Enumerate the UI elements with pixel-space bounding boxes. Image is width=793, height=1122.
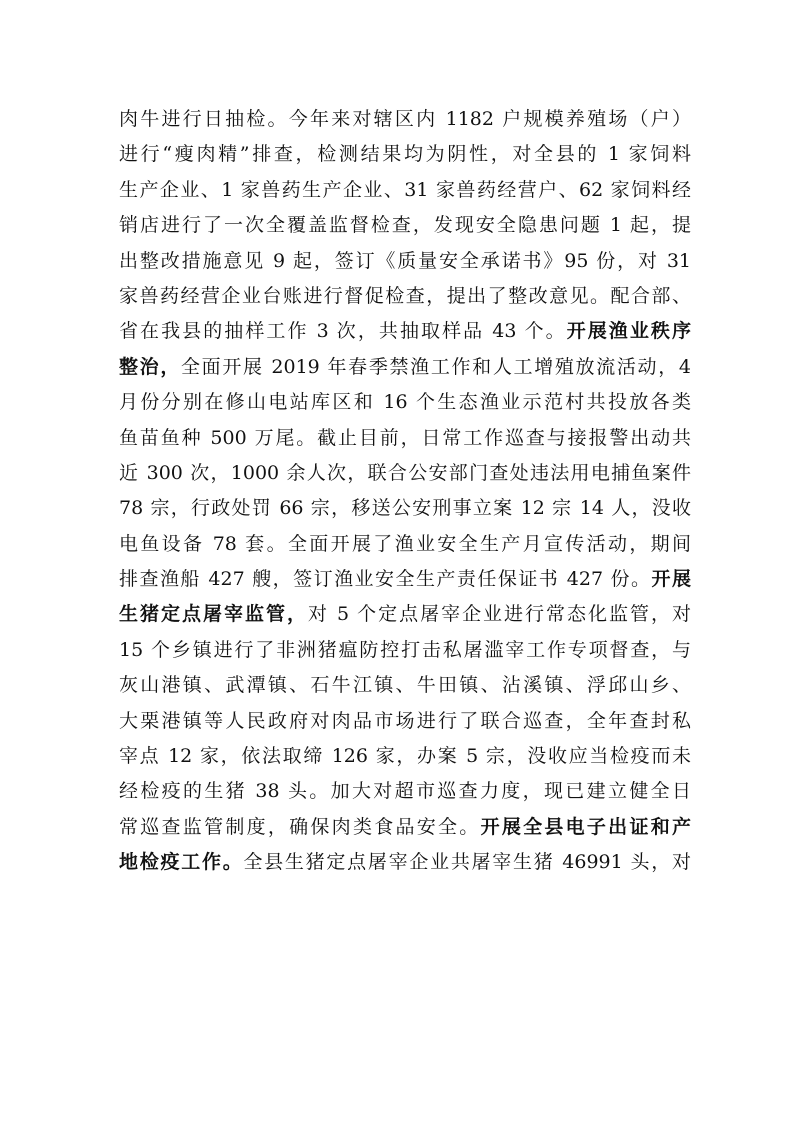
text-line bbox=[119, 597, 691, 632]
text-line bbox=[119, 421, 691, 456]
text-run: 省在我县的抽样工作 3 次，共抽取样品 43 个。 bbox=[119, 320, 567, 343]
text-line bbox=[119, 845, 691, 880]
bold-heading-phrase: 开展渔业秩序 bbox=[566, 320, 691, 343]
text-line bbox=[119, 562, 691, 597]
text-line bbox=[119, 668, 691, 703]
text-run: 常巡查监管制度，确保肉类食品安全。 bbox=[119, 815, 481, 838]
bold-heading-phrase: 地检疫工作。 bbox=[119, 851, 244, 874]
bold-heading-phrase: 整治， bbox=[119, 355, 182, 378]
text-run: 灰山港镇、武潭镇、石牛江镇、牛田镇、沾溪镇、浮邱山乡、 bbox=[119, 674, 691, 697]
text-line bbox=[119, 102, 691, 137]
text-run: 销店进行了一次全覆盖监督检查，发现安全隐患问题 1 起，提 bbox=[119, 214, 691, 237]
text-line bbox=[119, 385, 691, 420]
text-line bbox=[119, 527, 691, 562]
text-run: 出整改措施意见 9 起，签订《质量安全承诺书》95 份，对 31 bbox=[119, 249, 691, 272]
text-line bbox=[119, 208, 691, 243]
body-text bbox=[119, 102, 691, 881]
text-line bbox=[119, 350, 691, 385]
text-line bbox=[119, 704, 691, 739]
text-line bbox=[119, 739, 691, 774]
text-run: 排查渔船 427 艘，签订渔业安全生产责任保证书 427 份。 bbox=[119, 568, 652, 591]
text-run: 进行“瘦肉精”排查，检测结果均为阴性，对全县的 1 家饲料 bbox=[119, 143, 691, 166]
text-run: 生产企业、1 家兽药生产企业、31 家兽药经营户、62 家饲料经 bbox=[119, 178, 691, 201]
bold-heading-phrase: 开展 bbox=[651, 568, 691, 591]
text-run: 15 个乡镇进行了非洲猪瘟防控打击私屠滥宰工作专项督查，与 bbox=[119, 638, 691, 661]
text-run: 宰点 12 家，依法取缔 126 家，办案 5 宗，没收应当检疫而未 bbox=[119, 745, 691, 768]
text-run: 家兽药经营企业台账进行督促检查，提出了整改意见。配合部、 bbox=[119, 284, 691, 307]
text-run: 近 300 次，1000 余人次，联合公安部门查处违法用电捕鱼案件 bbox=[119, 461, 691, 484]
text-line bbox=[119, 633, 691, 668]
text-line bbox=[119, 810, 691, 845]
text-line bbox=[119, 244, 691, 279]
text-run: 全县生猪定点屠宰企业共屠宰生猪 46991 头，对 bbox=[243, 851, 691, 874]
text-line bbox=[119, 491, 691, 526]
text-run: 大栗港镇等人民政府对肉品市场进行了联合巡查，全年查封私 bbox=[119, 709, 691, 732]
text-run: 电鱼设备 78 套。全面开展了渔业安全生产月宣传活动，期间 bbox=[119, 532, 691, 555]
text-line bbox=[119, 137, 691, 172]
text-line bbox=[119, 314, 691, 349]
text-run: 月份分别在修山电站库区和 16 个生态渔业示范村共投放各类 bbox=[119, 391, 691, 414]
text-run: 鱼苗鱼种 500 万尾。截止目前，日常工作巡查与接报警出动共 bbox=[119, 426, 691, 449]
text-line bbox=[119, 774, 691, 809]
bold-heading-phrase: 开展全县电子出证和产 bbox=[480, 815, 691, 838]
text-line bbox=[119, 279, 691, 314]
text-run: 经检疫的生猪 38 头。加大对超市巡查力度，现已建立健全日 bbox=[119, 780, 691, 803]
text-line bbox=[119, 173, 691, 208]
text-run: 78 宗，行政处罚 66 宗，移送公安刑事立案 12 宗 14 人，没收 bbox=[119, 497, 691, 520]
text-line bbox=[119, 456, 691, 491]
text-run: 对 5 个定点屠宰企业进行常态化监管，对 bbox=[307, 603, 691, 626]
text-run: 全面开展 2019 年春季禁渔工作和人工增殖放流活动，4 bbox=[181, 355, 691, 378]
bold-heading-phrase: 生猪定点屠宰监管， bbox=[119, 603, 308, 626]
text-run: 肉牛进行日抽检。今年来对辖区内 1182 户规模养殖场（户） bbox=[119, 108, 691, 130]
